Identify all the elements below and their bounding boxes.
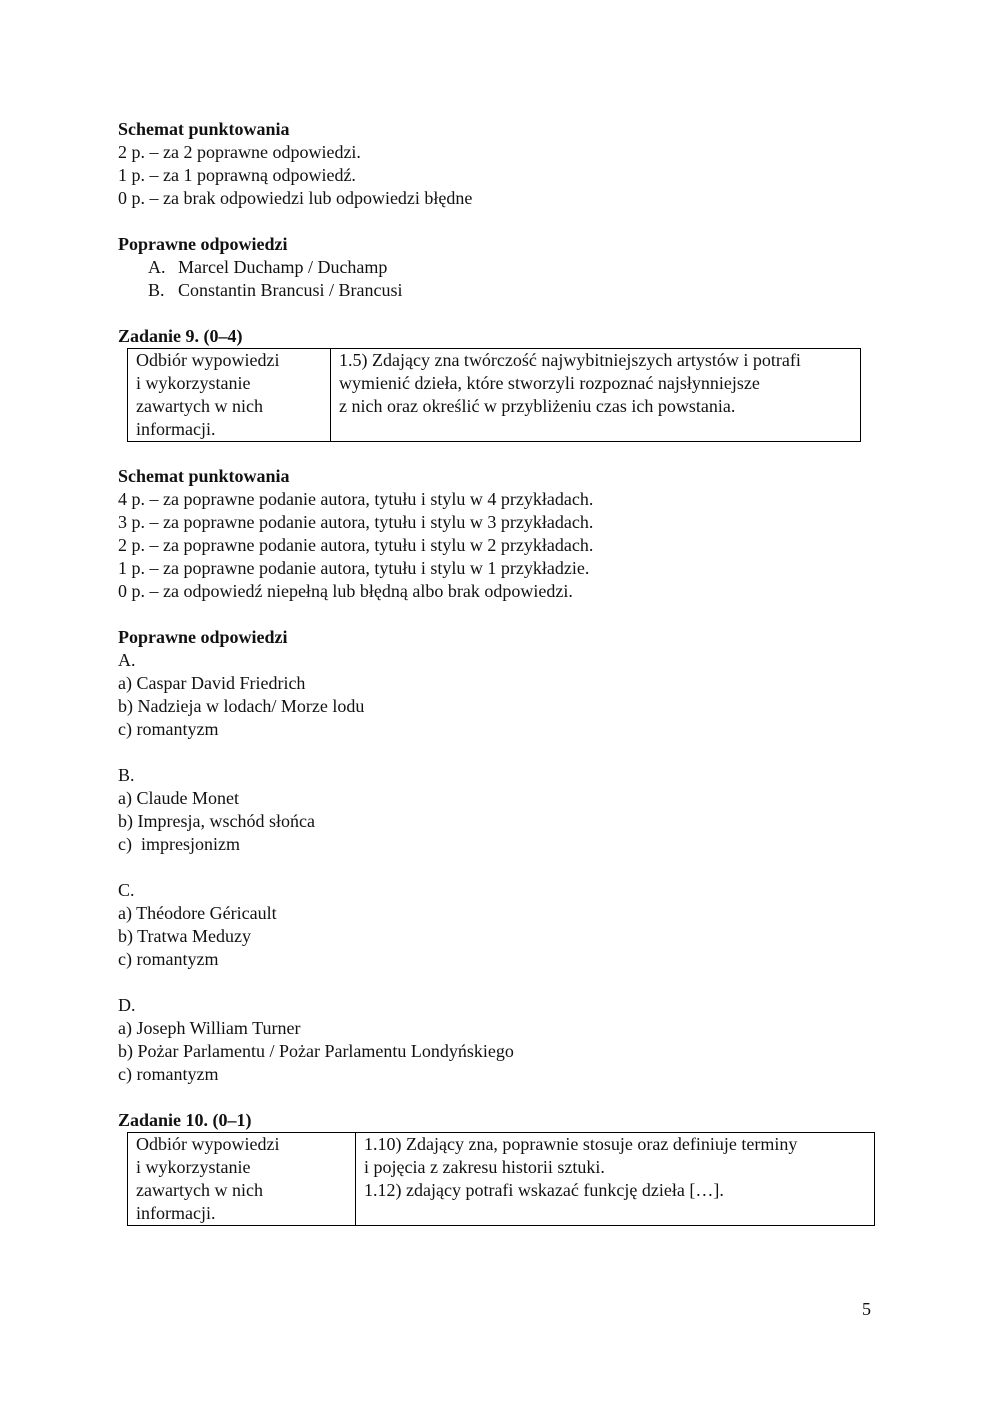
cell-line: 1.5) Zdający zna twórczość najwybitniejszych artystów i potrafi [339, 350, 801, 370]
page-number: 5 [862, 1299, 871, 1319]
requirement-category-cell [128, 349, 331, 442]
answer-group-c [118, 879, 514, 971]
requirement-description-cell [331, 349, 861, 442]
answer-group-b [118, 764, 514, 856]
scheme-section-1 [118, 118, 472, 210]
blank-line [118, 856, 514, 879]
answer-line: c) romantyzm [118, 949, 219, 969]
scheme-line: 0 p. – za brak odpowiedzi lub odpowiedzi błędne [118, 188, 473, 208]
cell-line: 1.10) Zdający zna, poprawnie stosuje oraz definiuje terminy [364, 1134, 798, 1154]
answer-line: a) Caspar David Friedrich [118, 673, 306, 693]
answer-group-label: A. [118, 650, 136, 670]
answers-list-1 [148, 256, 402, 302]
answer-line: b) Pożar Parlamentu / Pożar Parlamentu Londyńskiego [118, 1041, 514, 1061]
list-item [148, 256, 402, 279]
requirement-category-cell [128, 1133, 356, 1226]
blank-line [118, 971, 514, 994]
cell-line: i pojęcia z zakresu historii sztuki. [364, 1157, 605, 1177]
scheme-line: 1 p. – za 1 poprawną odpowiedź. [118, 165, 356, 185]
cell-line: 1.12) zdający potrafi wskazać funkcję dzieła […]. [364, 1180, 724, 1200]
answer-line: a) Joseph William Turner [118, 1018, 301, 1038]
scheme-line: 4 p. – za poprawne podanie autora, tytułu i stylu w 4 przykładach. [118, 489, 594, 509]
task9-heading [118, 325, 243, 348]
answer-line: b) Nadzieja w lodach/ Morze lodu [118, 696, 365, 716]
list-marker: B. [148, 280, 165, 300]
task10-requirements-table [127, 1132, 875, 1226]
scheme-line: 1 p. – za poprawne podanie autora, tytułu i stylu w 1 przykładzie. [118, 558, 590, 578]
answer-group-label: D. [118, 995, 136, 1015]
blank-line [118, 741, 514, 764]
cell-line: zawartych w nich [136, 1180, 263, 1200]
scheme-line: 3 p. – za poprawne podanie autora, tytułu i stylu w 3 przykładach. [118, 512, 594, 532]
answer-group-a [118, 649, 514, 741]
answer-line: c) romantyzm [118, 719, 219, 739]
answer-line: c) impresjonizm [118, 834, 240, 854]
scheme-section-task9 [118, 465, 593, 603]
task9-requirements-table [127, 348, 861, 442]
list-item [148, 279, 402, 302]
scheme-title: Schemat punktowania [118, 466, 290, 486]
cell-line: informacji. [136, 419, 216, 439]
answer-line: a) Théodore Géricault [118, 903, 277, 923]
cell-line: wymienić dzieła, które stworzyli rozpoznać najsłynniejsze [339, 373, 760, 393]
cell-line: i wykorzystanie [136, 1157, 251, 1177]
cell-line: Odbiór wypowiedzi [136, 350, 280, 370]
answer-line: a) Claude Monet [118, 788, 239, 808]
scheme-line: 0 p. – za odpowiedź niepełną lub błędną albo brak odpowiedzi. [118, 581, 573, 601]
answer-group-d [118, 994, 514, 1086]
cell-line: informacji. [136, 1203, 216, 1223]
answer-line: b) Impresja, wschód słońca [118, 811, 315, 831]
task-title: Zadanie 10. (0–1) [118, 1110, 252, 1130]
task-title: Zadanie 9. (0–4) [118, 326, 243, 346]
scheme-line: 2 p. – za 2 poprawne odpowiedzi. [118, 142, 361, 162]
cell-line: Odbiór wypowiedzi [136, 1134, 280, 1154]
answers-title: Poprawne odpowiedzi [118, 234, 288, 254]
answer-line: b) Tratwa Meduzy [118, 926, 251, 946]
list-marker: A. [148, 257, 166, 277]
scheme-line: 2 p. – za poprawne podanie autora, tytułu i stylu w 2 przykładach. [118, 535, 594, 555]
list-item-text: Marcel Duchamp / Duchamp [178, 257, 388, 277]
cell-line: zawartych w nich [136, 396, 263, 416]
answer-line: c) romantyzm [118, 1064, 219, 1084]
requirement-description-cell [356, 1133, 875, 1226]
task10-heading [118, 1109, 252, 1132]
answers-title: Poprawne odpowiedzi [118, 627, 288, 647]
answers-section-1 [118, 233, 288, 256]
scheme-title: Schemat punktowania [118, 119, 290, 139]
answers-section-task9 [118, 626, 514, 1086]
answer-group-label: B. [118, 765, 135, 785]
cell-line: i wykorzystanie [136, 373, 251, 393]
list-item-text: Constantin Brancusi / Brancusi [178, 280, 403, 300]
cell-line: z nich oraz określić w przybliżeniu czas ich powstania. [339, 396, 736, 416]
answer-group-label: C. [118, 880, 135, 900]
